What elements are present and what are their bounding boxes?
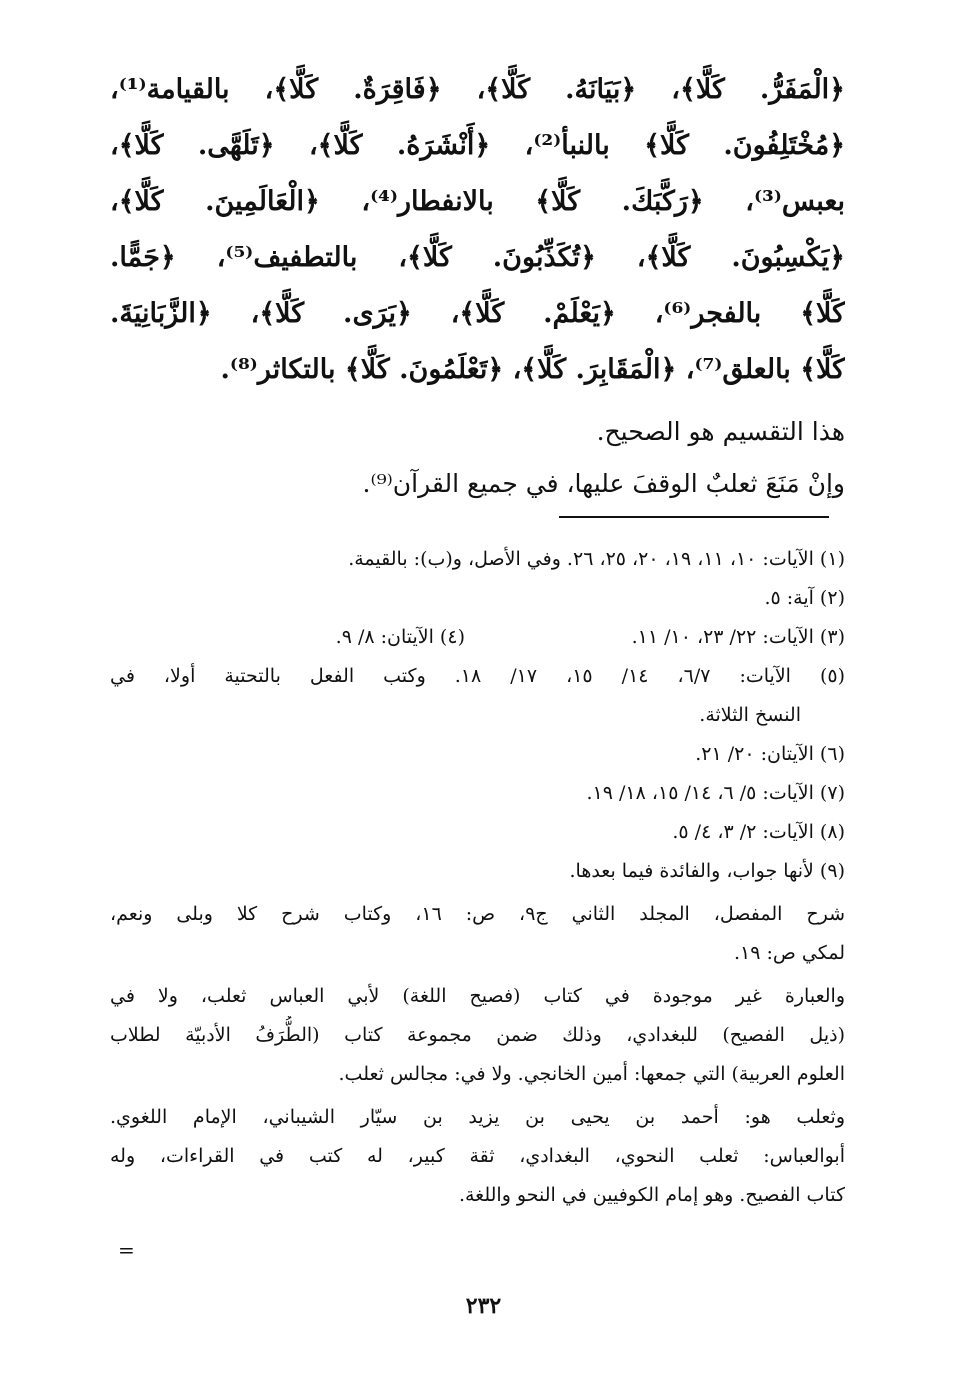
commentary-2-line-2: (ذيل الفصيح) للبغدادي، وذلك ضمن مجموعة كتاب (الطُّرَفُ الأدبيّة لطلاب — [110, 1024, 845, 1046]
footnote-3: (٣) الآيات: ٢٢/ ٢٣، ١٠/ ١١. — [631, 626, 845, 648]
commentary-1-line-2: لمكي ص: ١٩. — [733, 942, 845, 964]
statement-thalab: وإنْ مَنَعَ ثعلبٌ الوقفَ عليها، في جميع القرآن⁽⁹⁾. — [362, 469, 845, 498]
statement-correct-division: هذا التقسيم هو الصحيح. — [596, 417, 845, 446]
main-text — [110, 62, 845, 510]
footnote-7: (٧) الآيات: ٥/ ٦، ١٤/ ١٥، ١٨/ ١٩. — [586, 782, 845, 804]
main-line-2: ﴿مُخْتَلِفُونَ. كَلَّا﴾ بالنبأ⁽²⁾، ﴿أَنْشَرَهُ. كَلَّا﴾، ﴿تَلَهَّى. كَلَّا﴾، — [110, 130, 845, 161]
footnote-6: (٦) الآيتان: ٢٠/ ٢١. — [695, 743, 845, 765]
footnotes — [110, 540, 845, 1215]
main-line-5: كَلَّا﴾ بالفجر⁽⁶⁾، ﴿يَعْلَمْ. كَلَّا﴾، ﴿يَرَى. كَلَّا﴾، ﴿الزَّبَانِيَةَ. — [110, 298, 845, 329]
main-line-3: بعبس⁽³⁾، ﴿رَكَّبَكَ. كَلَّا﴾ بالانفطار⁽⁴⁾، ﴿الْعَالَمِينَ. كَلَّا﴾، — [110, 186, 845, 217]
page-number: ٢٣٢ — [465, 1293, 502, 1319]
main-line-1: ﴿الْمَفَرُّ. كَلَّا﴾، ﴿بَيَانَهُ. كَلَّا﴾، ﴿فَاقِرَةٌ. كَلَّا﴾، بالقيامة⁽¹⁾، — [110, 74, 845, 105]
footnote-separator — [559, 516, 829, 518]
main-line-4: ﴿يَكْسِبُونَ. كَلَّا﴾، ﴿تُكَذِّبُونَ. كَلَّا﴾، بالتطفيف⁽⁵⁾، ﴿جَمًّا. — [110, 242, 845, 273]
commentary-3-line-3: كتاب الفصيح. وهو إمام الكوفيين في النحو واللغة. — [458, 1184, 845, 1206]
footnote-8: (٨) الآيات: ٢/ ٣، ٤/ ٥. — [672, 821, 845, 843]
main-line-6: كَلَّا﴾ بالعلق⁽⁷⁾، ﴿الْمَقَابِرَ. كَلَّا﴾، ﴿تَعْلَمُونَ. كَلَّا﴾ بالتكاثر⁽⁸⁾. — [220, 354, 845, 385]
commentary-1-line-1: شرح المفصل، المجلد الثاني ج٩، ص: ١٦، وكتاب شرح كلا وبلى ونعم، — [110, 903, 845, 925]
footnote-4: (٤) الآيتان: ٨/ ٩. — [335, 626, 465, 648]
footnote-2: (٢) آية: ٥. — [764, 587, 845, 609]
continuation-marker: = — [118, 1238, 135, 1262]
footnote-1: (١) الآيات: ١٠، ١١، ١٩، ٢٠، ٢٥، ٢٦. وفي الأصل، و(ب): بالقيمة. — [348, 548, 845, 570]
footnote-5-line-2: النسخ الثلاثة. — [699, 704, 801, 726]
footnote-9: (٩) لأنها جواب، والفائدة فيما بعدها. — [569, 860, 845, 882]
footnote-5-line-1: (٥) الآيات: ٦/٧، ١٤/ ١٥، ١٧/ ١٨. وكتب الفعل بالتحتية أولا، في — [110, 665, 845, 687]
commentary-2-line-3: العلوم العربية) التي جمعها: أمين الخانجي. ولا في: مجالس ثعلب. — [338, 1063, 845, 1085]
commentary-2-line-1: والعبارة غير موجودة في كتاب (فصيح اللغة) لأبي العباس ثعلب، ولا في — [110, 985, 845, 1007]
footnote-3-4-row — [110, 618, 845, 657]
commentary-3-line-1: وثعلب هو: أحمد بن يحيى بن يزيد بن سيّار الشيباني، الإمام اللغوي. — [110, 1106, 845, 1128]
commentary-3-line-2: أبوالعباس: ثعلب النحوي، البغدادي، ثقة كبير، له كتب في القراءات، وله — [110, 1145, 845, 1167]
